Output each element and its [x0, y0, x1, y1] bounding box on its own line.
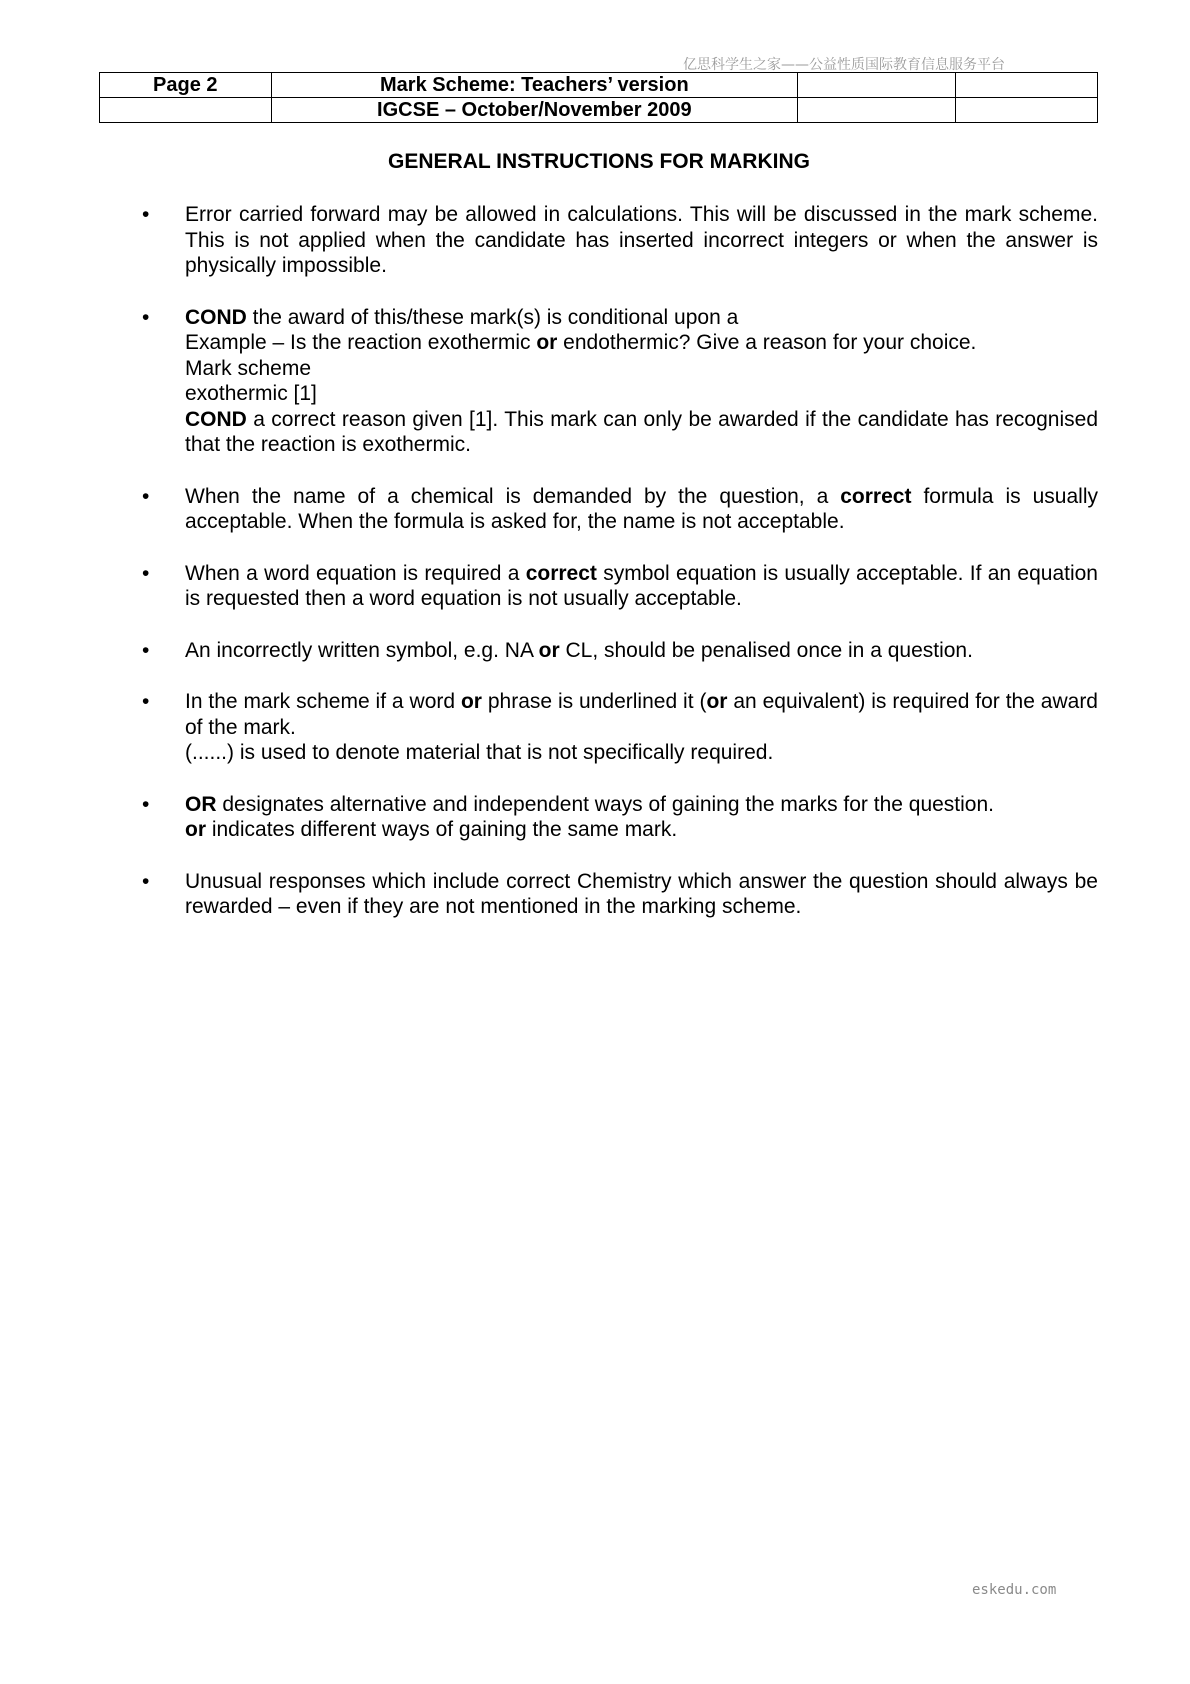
header-empty-cell: [100, 98, 272, 123]
item-text: CL, should be penalised once in a question.: [559, 638, 973, 662]
keyword-bold: COND: [185, 407, 247, 431]
keyword-bold: or: [536, 331, 558, 354]
keyword-bold: or: [185, 818, 206, 841]
page-number: Page 2: [100, 73, 272, 98]
item-text: a correct reason given [1]. This mark can only be awarded if the candidate has recognised that the reaction is exothermic.: [185, 407, 1098, 456]
keyword-bold: or: [706, 690, 728, 713]
list-item: [140, 484, 1098, 535]
item-text: Example – Is the reaction exothermic: [185, 331, 537, 354]
item-text: Unusual responses which include correct Chemistry which answer the question should always be rewarded – even if they are not mentioned in the marking scheme.: [185, 869, 1098, 918]
header-table: [99, 72, 1098, 123]
keyword-bold: or: [460, 690, 482, 713]
bullet-icon: •: [142, 792, 150, 816]
item-line: [185, 817, 1098, 843]
bullet-icon: •: [142, 638, 150, 662]
item-text: endothermic? Give a reason for your choice.: [557, 331, 977, 354]
header-row-1: [100, 73, 1098, 98]
bullet-icon: •: [142, 203, 150, 226]
item-line: [185, 305, 1098, 331]
keyword-bold: COND: [185, 305, 247, 329]
item-line: [185, 407, 1098, 458]
item-line: exothermic [1]: [185, 382, 317, 405]
document-subtitle: IGCSE – October/November 2009: [271, 98, 798, 123]
item-line: [185, 689, 1098, 740]
item-line: (......) is used to denote material that is not specifically required.: [185, 741, 774, 764]
item-text: designates alternative and independent ways of gaining the marks for the question.: [216, 792, 995, 816]
watermark-top: 亿思科学生之家——公益性质国际教育信息服务平台: [683, 57, 1005, 73]
item-text: indicates different ways of gaining the same mark.: [206, 818, 678, 841]
watermark-bottom: eskedu.com: [972, 1582, 1057, 1598]
item-text: symbol equation is usually acceptable. If an equation is requested then a word equation is not usually acceptable.: [185, 561, 1098, 610]
list-item: [140, 792, 1098, 843]
item-text: formula is usually acceptable. When the formula is asked for, the name is not acceptable.: [185, 484, 1098, 533]
header-row-2: [100, 98, 1098, 123]
keyword-bold: correct: [525, 561, 597, 585]
item-text: an equivalent) is required for the award of the mark.: [185, 690, 1098, 739]
list-item: [140, 202, 1098, 279]
item-text: When the name of a chemical is demanded by the question, a: [185, 484, 841, 508]
list-item: [140, 689, 1098, 766]
bullet-icon: •: [142, 690, 150, 713]
item-text: When a word equation is required a: [185, 561, 526, 585]
item-text: Error carried forward may be allowed in calculations. This will be discussed in the mark scheme. This is not applied when the candidate has inserted incorrect integers or when the answer is physically impossible.: [185, 203, 1098, 277]
item-line: Mark scheme: [185, 356, 312, 380]
item-text: the award of this/these mark(s) is conditional upon a: [246, 305, 739, 329]
keyword-bold: OR: [185, 792, 217, 816]
keyword-bold: or: [538, 638, 560, 662]
list-item: [140, 869, 1098, 920]
bullet-icon: •: [142, 869, 150, 893]
item-text: In the mark scheme if a word: [185, 690, 461, 713]
header-empty-cell: [798, 98, 955, 123]
list-item: [140, 561, 1098, 612]
item-line: [185, 792, 1098, 818]
item-line: [185, 330, 1098, 356]
bullet-icon: •: [142, 305, 150, 329]
header-empty-cell: [955, 73, 1097, 98]
section-heading: GENERAL INSTRUCTIONS FOR MARKING: [388, 150, 810, 173]
header-empty-cell: [955, 98, 1097, 123]
keyword-bold: correct: [840, 484, 912, 508]
bullet-icon: •: [142, 561, 150, 585]
bullet-icon: •: [142, 484, 150, 508]
list-item: [140, 305, 1098, 458]
list-item: [140, 638, 1098, 664]
item-text: An incorrectly written symbol, e.g. NA: [185, 638, 539, 662]
item-text: phrase is underlined it (: [481, 690, 707, 713]
header-empty-cell: [798, 73, 955, 98]
instruction-list: [140, 202, 1098, 946]
document-title: Mark Scheme: Teachers’ version: [271, 73, 798, 98]
